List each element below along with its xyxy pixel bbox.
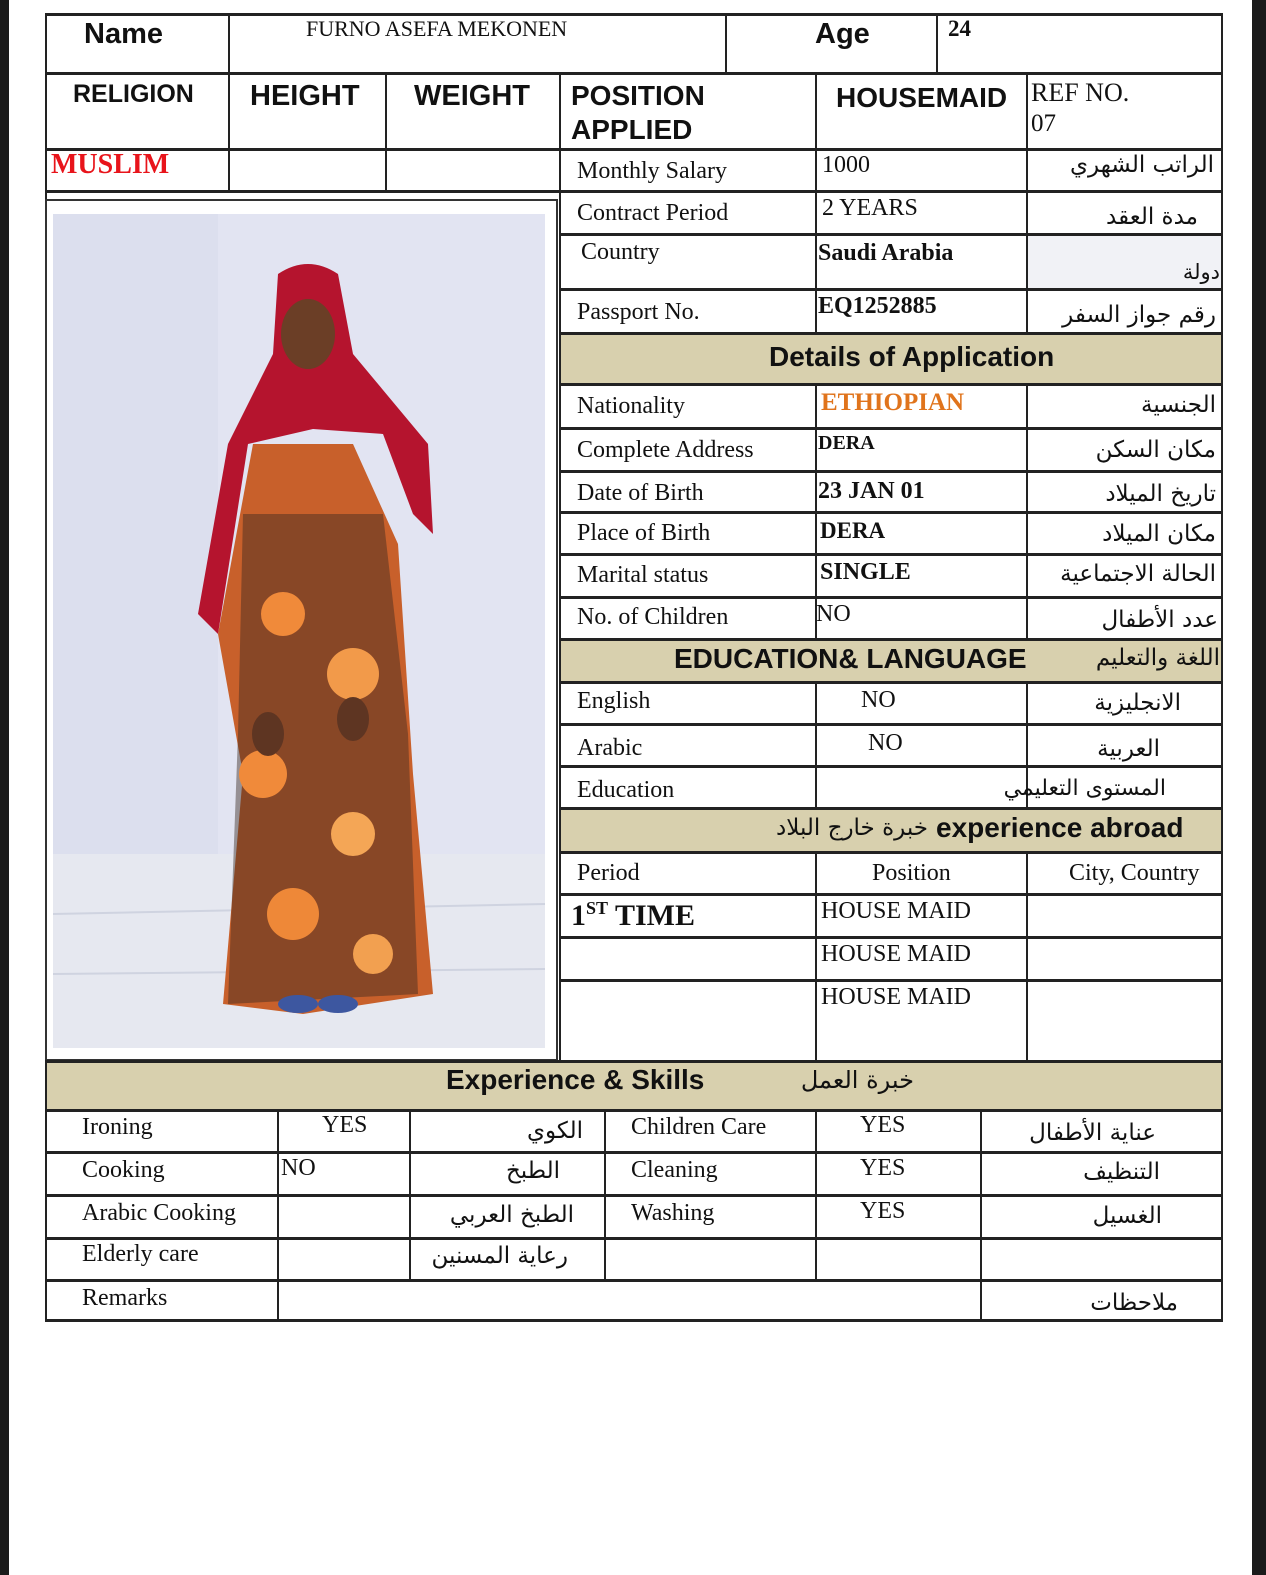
skill-label-arabic-cooking: Arabic Cooking [82, 1200, 236, 1226]
weight-label: WEIGHT [414, 80, 530, 112]
religion-label: RELIGION [73, 80, 194, 108]
contract-arabic-country: دولة [1182, 260, 1220, 284]
abroad-position-3: HOUSE MAID [821, 984, 971, 1010]
skill-arabic-elderly: رعاية المسنين [431, 1243, 568, 1269]
skill-arabic-cleaning: التنظيف [1083, 1159, 1160, 1185]
application-value-marital: SINGLE [820, 559, 911, 585]
abroad-col-position: Position [872, 860, 951, 886]
skill-arabic-cooking: الطبخ [505, 1158, 560, 1184]
education-section-title: EDUCATION& LANGUAGE [674, 643, 1027, 674]
skill-label-cooking: Cooking [82, 1157, 165, 1183]
application-label-pob: Place of Birth [577, 520, 711, 546]
application-arabic-nationality: الجنسية [1141, 392, 1216, 418]
education-arabic-arabic: العربية [1097, 736, 1160, 762]
education-section-title-arabic: اللغة والتعليم [1095, 645, 1220, 671]
abroad-section-title-arabic: خبرة خارج البلاد [775, 815, 928, 841]
contract-value-country: Saudi Arabia [818, 240, 954, 266]
application-label-nationality: Nationality [577, 393, 685, 419]
age-label: Age [815, 18, 870, 50]
applicant-photo [53, 214, 545, 1048]
left-frame-edge [0, 0, 9, 1575]
abroad-col-period: Period [577, 860, 640, 886]
application-arabic-children: عدد الأطفال [1101, 607, 1218, 633]
education-arabic-english: الانجليزية [1094, 690, 1181, 716]
abroad-period-value: 1ST TIME [571, 898, 695, 932]
application-label-marital: Marital status [577, 562, 709, 588]
contract-arabic-period: مدة العقد [1106, 204, 1198, 230]
application-section-title: Details of Application [769, 341, 1055, 372]
skill-arabic-arabic-cooking: الطبخ العربي [449, 1202, 574, 1228]
ref-no-value: 07 [1031, 110, 1056, 137]
position-value: HOUSEMAID [836, 82, 1008, 113]
name-label: Name [84, 18, 163, 50]
abroad-col-city: City, Country [1069, 860, 1200, 886]
remarks-arabic: ملاحظات [1090, 1290, 1178, 1316]
education-label-education: Education [577, 777, 675, 803]
abroad-position-2: HOUSE MAID [821, 941, 971, 967]
education-label-arabic: Arabic [577, 735, 643, 761]
application-arabic-marital: الحالة الاجتماعية [1060, 561, 1216, 587]
contract-label-period: Contract Period [577, 200, 729, 226]
ref-no-label: REF NO. [1031, 78, 1130, 107]
education-value-english: NO [861, 687, 896, 713]
application-label-dob: Date of Birth [577, 480, 704, 506]
contract-label-passport: Passport No. [577, 299, 700, 325]
skill-value-cleaning: YES [860, 1155, 906, 1181]
skill-label-ironing: Ironing [82, 1114, 153, 1140]
position-label-line2: APPLIED [571, 114, 693, 145]
application-arabic-dob: تاريخ الميلاد [1105, 481, 1216, 507]
skills-section-title-arabic: خبرة العمل [800, 1066, 914, 1094]
application-value-address: DERA [818, 432, 875, 454]
application-value-dob: 23 JAN 01 [818, 478, 925, 504]
remarks-label: Remarks [82, 1285, 168, 1311]
contract-value-salary: 1000 [822, 152, 870, 178]
abroad-section-title: experience abroad [936, 812, 1184, 843]
skill-arabic-ironing: الكوي [527, 1118, 583, 1144]
education-arabic-education: المستوى التعليمي [1003, 776, 1166, 801]
contract-label-salary: Monthly Salary [577, 158, 727, 184]
name-value: FURNO ASEFA MEKONEN [306, 16, 568, 41]
application-label-children: No. of Children [577, 604, 729, 630]
contract-label-country: Country [581, 239, 660, 265]
contract-arabic-passport: رقم جواز السفر [1062, 302, 1216, 328]
skill-label-elderly: Elderly care [82, 1241, 199, 1267]
skill-label-children-care: Children Care [631, 1114, 767, 1140]
skill-value-ironing: YES [322, 1112, 368, 1138]
skill-value-cooking: NO [281, 1155, 316, 1181]
skill-label-cleaning: Cleaning [631, 1157, 718, 1183]
skill-value-children-care: YES [860, 1112, 906, 1138]
application-arabic-address: مكان السكن [1095, 437, 1216, 463]
right-frame-edge [1252, 0, 1266, 1575]
application-arabic-pob: مكان الميلاد [1102, 521, 1216, 547]
contract-value-period: 2 YEARS [822, 195, 918, 221]
application-label-address: Complete Address [577, 437, 754, 463]
religion-value: MUSLIM [51, 149, 170, 180]
height-label: HEIGHT [250, 80, 360, 112]
skill-value-washing: YES [860, 1198, 906, 1224]
skill-arabic-children-care: عناية الأطفال [1029, 1120, 1156, 1146]
abroad-position-1: HOUSE MAID [821, 898, 971, 924]
position-label-line1: POSITION [571, 80, 705, 111]
skill-arabic-washing: الغسيل [1092, 1203, 1162, 1229]
application-value-pob: DERA [820, 518, 886, 543]
application-value-children: NO [816, 601, 851, 627]
contract-value-passport: EQ1252885 [818, 293, 937, 319]
education-value-arabic: NO [868, 730, 903, 756]
application-value-nationality: ETHIOPIAN [821, 389, 965, 416]
skill-label-washing: Washing [631, 1200, 715, 1226]
education-label-english: English [577, 688, 651, 714]
contract-arabic-salary: الراتب الشهري [1070, 152, 1214, 178]
skills-section-title: Experience & Skills [446, 1064, 705, 1095]
age-value: 24 [948, 16, 971, 41]
